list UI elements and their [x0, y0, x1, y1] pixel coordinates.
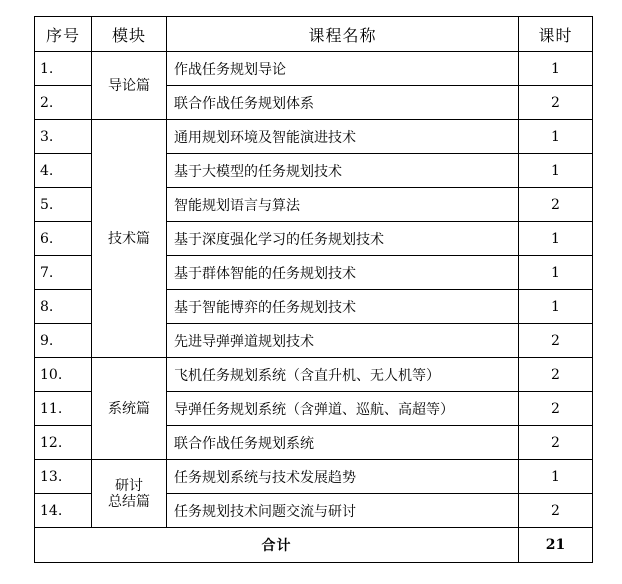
header-course-name: 课程名称: [167, 17, 519, 52]
row-hours: 2: [519, 494, 593, 528]
row-hours: 1: [519, 290, 593, 324]
header-module: 模块: [92, 17, 167, 52]
module-systems: 系统篇: [92, 358, 167, 460]
row-course-name: 先进导弹弹道规划技术: [167, 324, 519, 358]
row-hours: 2: [519, 188, 593, 222]
row-seq: 8.: [35, 290, 92, 324]
row-seq: 5.: [35, 188, 92, 222]
row-seq: 14.: [35, 494, 92, 528]
row-seq: 9.: [35, 324, 92, 358]
row-hours: 1: [519, 120, 593, 154]
header-row: [35, 17, 593, 52]
total-label: 合计: [35, 528, 519, 563]
table-row: [35, 460, 593, 494]
row-seq: 12.: [35, 426, 92, 460]
row-seq: 1.: [35, 52, 92, 86]
row-hours: 2: [519, 358, 593, 392]
row-course-name: 联合作战任务规划体系: [167, 86, 519, 120]
row-seq: 10.: [35, 358, 92, 392]
row-hours: 1: [519, 256, 593, 290]
row-seq: 11.: [35, 392, 92, 426]
row-hours: 2: [519, 392, 593, 426]
row-hours: 2: [519, 426, 593, 460]
module-seminar-summary: [92, 460, 167, 528]
row-course-name: 任务规划系统与技术发展趋势: [167, 460, 519, 494]
row-hours: 1: [519, 222, 593, 256]
row-seq: 6.: [35, 222, 92, 256]
row-hours: 1: [519, 460, 593, 494]
course-table: [34, 16, 593, 563]
row-seq: 7.: [35, 256, 92, 290]
table-row: [35, 120, 593, 154]
total-value: 21: [519, 528, 593, 563]
row-course-name: 联合作战任务规划系统: [167, 426, 519, 460]
row-hours: 2: [519, 86, 593, 120]
row-course-name: 飞机任务规划系统（含直升机、无人机等）: [167, 358, 519, 392]
row-course-name: 基于智能博弈的任务规划技术: [167, 290, 519, 324]
table-row: [35, 52, 593, 86]
header-seq: 序号: [35, 17, 92, 52]
row-course-name: 任务规划技术问题交流与研讨: [167, 494, 519, 528]
row-seq: 2.: [35, 86, 92, 120]
row-course-name: 基于群体智能的任务规划技术: [167, 256, 519, 290]
header-hours: 课时: [519, 17, 593, 52]
row-course-name: 导弹任务规划系统（含弹道、巡航、高超等）: [167, 392, 519, 426]
row-course-name: 智能规划语言与算法: [167, 188, 519, 222]
row-course-name: 基于大模型的任务规划技术: [167, 154, 519, 188]
module-technology: 技术篇: [92, 120, 167, 358]
row-course-name: 基于深度强化学习的任务规划技术: [167, 222, 519, 256]
row-hours: 2: [519, 324, 593, 358]
row-course-name: 作战任务规划导论: [167, 52, 519, 86]
row-seq: 13.: [35, 460, 92, 494]
module-seminar-line2: 总结篇: [108, 493, 150, 510]
row-hours: 1: [519, 52, 593, 86]
row-seq: 4.: [35, 154, 92, 188]
module-seminar-line1: 研讨: [115, 477, 143, 494]
row-hours: 1: [519, 154, 593, 188]
table-row: [35, 358, 593, 392]
module-intro: 导论篇: [92, 52, 167, 120]
row-course-name: 通用规划环境及智能演进技术: [167, 120, 519, 154]
row-seq: 3.: [35, 120, 92, 154]
total-row: [35, 528, 593, 563]
